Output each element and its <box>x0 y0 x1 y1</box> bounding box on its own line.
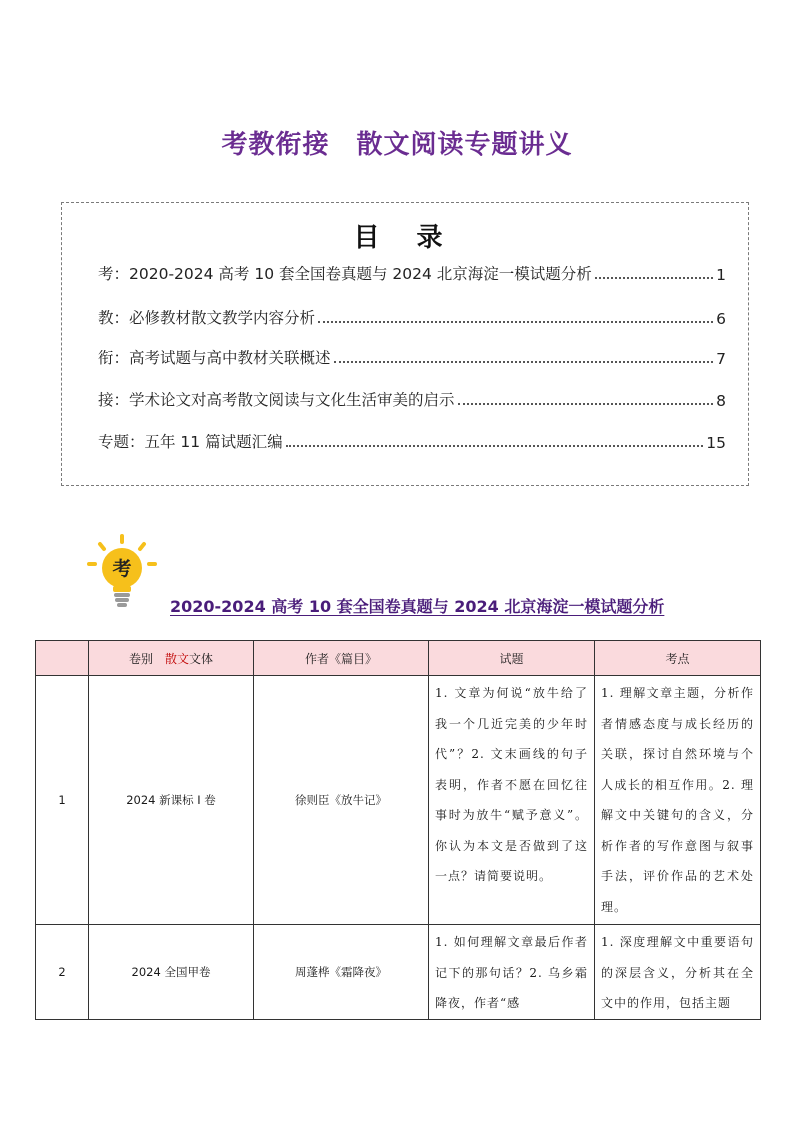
toc-item-label: 教：必修教材散文教学内容分析 <box>98 309 316 327</box>
header-points: 考点 <box>595 641 761 676</box>
table-header-row <box>36 641 761 676</box>
toc-leader <box>458 403 714 405</box>
toc-item-page: 6 <box>716 310 726 328</box>
header-author: 作者《篇目》 <box>254 641 429 676</box>
toc-leader <box>334 361 714 363</box>
toc-leader <box>595 277 713 279</box>
toc-item-page: 1 <box>716 266 726 284</box>
toc-leader <box>318 321 713 323</box>
toc-item-2[interactable] <box>98 304 726 328</box>
toc-item-page: 7 <box>716 350 726 368</box>
row-index: 1 <box>36 676 89 925</box>
page-title: 考教衔接 散文阅读专题讲义 <box>221 130 573 160</box>
header-index <box>36 641 89 676</box>
toc-item-label: 专题：五年 11 篇试题汇编 <box>98 433 283 451</box>
toc-item-label: 接：学术论文对高考散文阅读与文化生活审美的启示 <box>98 391 455 409</box>
toc-leader <box>286 445 704 447</box>
row-index: 2 <box>36 925 89 1020</box>
row-questions: 1. 文章为何说“放牛给了我一个几近完美的少年时代”？2. 文末画线的句子表明，作者不愿在回忆往事时为放牛“赋予意义”。你认为本文是否做到了这一点？请简要说明。 <box>429 676 595 925</box>
toc-item-label: 考：2020-2024 高考 10 套全国卷真题与 2024 北京海淀一模试题分析 <box>98 265 592 283</box>
table-row <box>36 925 761 1020</box>
row-points: 1. 深度理解文中重要语句的深层含义，分析其在全文中的作用，包括主题 <box>595 925 761 1020</box>
toc-item-5[interactable] <box>98 428 726 452</box>
header-questions: 试题 <box>429 641 595 676</box>
toc-heading: 目 录 <box>353 223 457 253</box>
row-author: 徐则臣《放牛记》 <box>254 676 429 925</box>
toc-item-1[interactable] <box>98 260 726 284</box>
row-questions: 1. 如何理解文章最后作者记下的那句话？2. 乌乡霜降夜，作者“感 <box>429 925 595 1020</box>
lightbulb-icon <box>86 534 158 610</box>
toc-item-4[interactable] <box>98 386 726 410</box>
row-points: 1. 理解文章主题，分析作者情感态度与成长经历的关联，探讨自然环境与个人成长的相互作用。2. 理解文中关键句的含义，分析作者的写作意图与叙事手法，评价作品的艺术处理。 <box>595 676 761 925</box>
row-volume: 2024 新课标 I 卷 <box>89 676 254 925</box>
table-row <box>36 676 761 925</box>
toc-item-page: 15 <box>706 434 726 452</box>
toc-item-label: 衔：高考试题与高中教材关联概述 <box>98 349 331 367</box>
table-of-contents <box>61 202 749 486</box>
exam-analysis-table <box>35 640 761 1020</box>
section-heading: 2020-2024 高考 10 套全国卷真题与 2024 北京海淀一模试题分析 <box>170 597 665 616</box>
toc-item-3[interactable] <box>98 344 726 368</box>
header-volume: 卷别 散文文体 <box>89 641 254 676</box>
row-volume: 2024 全国甲卷 <box>89 925 254 1020</box>
section-badge: 考 <box>112 558 132 580</box>
row-author: 周蓬桦《霜降夜》 <box>254 925 429 1020</box>
toc-item-page: 8 <box>716 392 726 410</box>
